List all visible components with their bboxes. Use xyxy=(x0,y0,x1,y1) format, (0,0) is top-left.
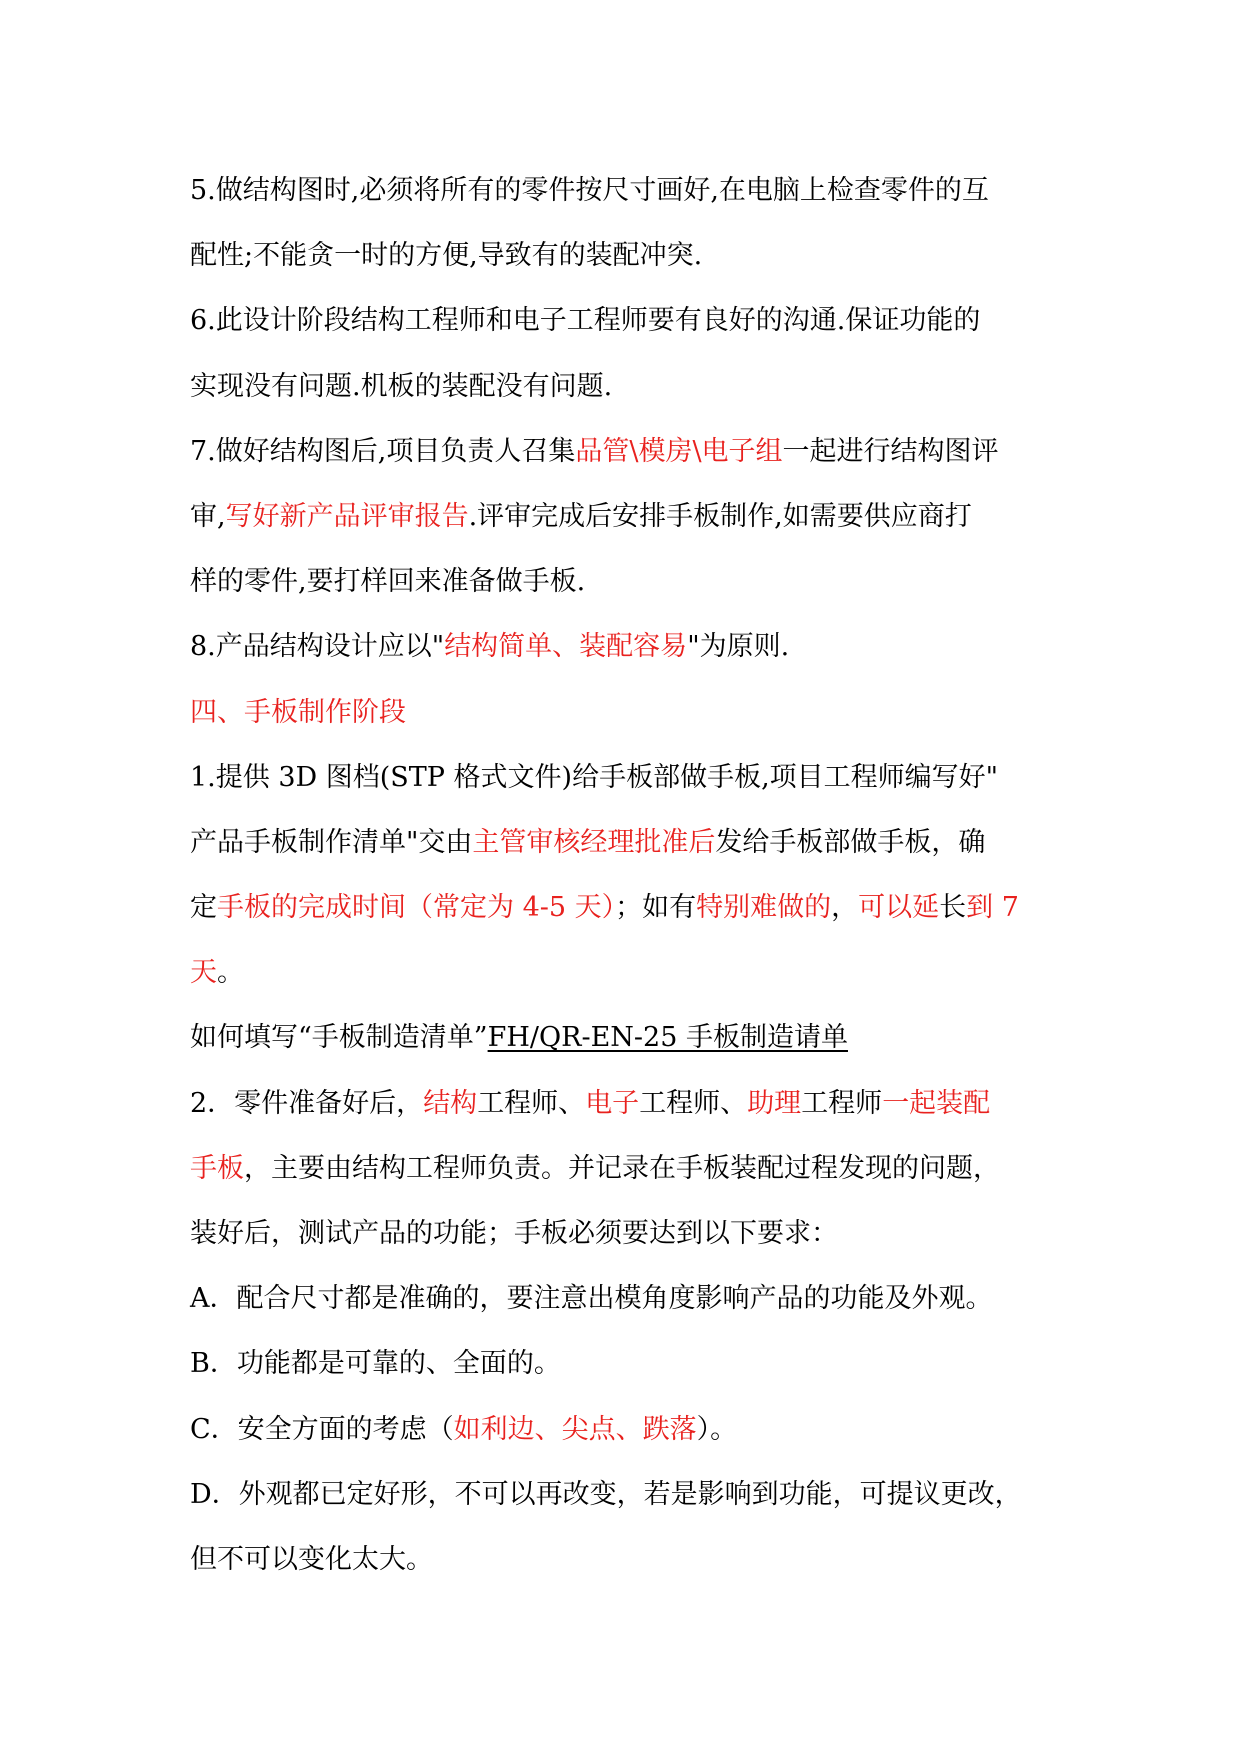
text-line xyxy=(190,1201,1058,1266)
highlighted-text: 品管\模房\电子组 xyxy=(575,435,783,467)
document-link[interactable]: FH/QR-EN-25 手板制造请单 xyxy=(487,1022,848,1054)
text-line xyxy=(190,354,1058,419)
highlighted-text: 天 xyxy=(190,957,217,989)
text-line xyxy=(190,940,1058,1005)
text-line xyxy=(190,745,1058,810)
text-line xyxy=(190,419,1058,484)
body-text: 装好后，测试产品的功能；手板必须要达到以下要求： xyxy=(190,1218,838,1249)
body-text: 定 xyxy=(190,892,217,924)
body-text: 如何填写“手板制造清单” xyxy=(190,1022,488,1054)
body-text: 8.产品结构设计应以" xyxy=(190,631,445,663)
text-line xyxy=(190,1527,1058,1592)
body-text: 发给手板部做手板，确 xyxy=(715,826,986,858)
body-text: 配性;不能贪一时的方便,导致有的装配冲突. xyxy=(190,240,703,272)
body-text: ，主要由结构工程师负责。并记录在手板装配过程发现的问题， xyxy=(244,1152,1000,1184)
body-text: 工程师、 xyxy=(477,1087,586,1119)
body-text: C．安全方面的考虑（ xyxy=(190,1413,454,1445)
text-line xyxy=(190,158,1058,223)
highlighted-text: 结构简单、装配容易 xyxy=(444,631,688,663)
text-line xyxy=(190,223,1058,288)
highlighted-text: 一起装配 xyxy=(882,1087,991,1119)
body-text: 工程师 xyxy=(801,1087,883,1119)
highlighted-text: 手板 xyxy=(190,1152,244,1184)
text-line xyxy=(190,875,1058,940)
highlighted-text: 如利边、尖点、跌落 xyxy=(453,1413,697,1445)
body-text: 产品手板制作清单"交由 xyxy=(190,826,473,858)
highlighted-text: 四、手板制作阶段 xyxy=(190,696,406,728)
highlighted-text: 结构 xyxy=(423,1087,478,1119)
body-text: ）。 xyxy=(696,1413,738,1445)
body-text: 长 xyxy=(939,892,967,924)
body-text: 6.此设计阶段结构工程师和电子工程师要有良好的沟通.保证功能的 xyxy=(190,305,981,337)
text-line xyxy=(190,1071,1058,1136)
body-text: ；如有 xyxy=(615,892,697,924)
highlighted-text: 可以延 xyxy=(858,892,940,924)
body-text: "为原则. xyxy=(687,631,790,663)
text-line xyxy=(190,1136,1058,1201)
highlighted-text: 写好新产品评审报告 xyxy=(225,500,469,532)
highlighted-text: 到 7 xyxy=(966,892,1019,924)
highlighted-text: 手板的完成时间（常定为 4-5 天） xyxy=(217,892,616,924)
highlighted-text: 电子 xyxy=(585,1087,640,1119)
text-line xyxy=(190,1005,1058,1070)
body-text: 2．零件准备好后， xyxy=(190,1087,424,1119)
body-text: 样的零件,要打样回来准备做手板. xyxy=(190,566,586,598)
text-line xyxy=(190,1462,1058,1527)
document-body xyxy=(190,158,1058,1592)
text-line xyxy=(190,549,1058,614)
highlighted-text: 特别难做的 xyxy=(696,892,832,924)
body-text: D．外观都已定好形，不可以再改变，若是影响到功能，可提议更改， xyxy=(190,1478,1022,1510)
body-text: 实现没有问题.机板的装配没有问题. xyxy=(190,370,613,402)
body-text: 。 xyxy=(217,957,244,989)
body-text: 工程师、 xyxy=(639,1087,748,1119)
highlighted-text: 助理 xyxy=(747,1087,802,1119)
body-text: A．配合尺寸都是准确的，要注意出模角度影响产品的功能及外观。 xyxy=(190,1283,993,1315)
text-line xyxy=(190,1266,1058,1331)
body-text: 一起进行结构图评 xyxy=(782,435,999,467)
text-line xyxy=(190,614,1058,679)
body-text: 但不可以变化太大。 xyxy=(190,1543,433,1575)
body-text: B．功能都是可靠的、全面的。 xyxy=(190,1348,561,1380)
body-text: .评审完成后安排手板制作,如需要供应商打 xyxy=(468,500,972,532)
body-text: 审, xyxy=(190,500,226,532)
body-text: 7.做好结构图后,项目负责人召集 xyxy=(190,435,576,467)
text-line xyxy=(190,288,1058,353)
text-line xyxy=(190,1397,1058,1462)
text-line xyxy=(190,1331,1058,1396)
text-line xyxy=(190,810,1058,875)
highlighted-text: 主管审核经理批准后 xyxy=(472,826,716,858)
text-line xyxy=(190,484,1058,549)
body-text: 1.提供 3D 图档(STP 格式文件)给手板部做手板,项目工程师编写好" xyxy=(190,761,999,793)
body-text: 5.做结构图时,必须将所有的零件按尺寸画好,在电脑上检查零件的互 xyxy=(190,175,989,206)
body-text: ， xyxy=(831,892,859,924)
text-line xyxy=(190,680,1058,745)
